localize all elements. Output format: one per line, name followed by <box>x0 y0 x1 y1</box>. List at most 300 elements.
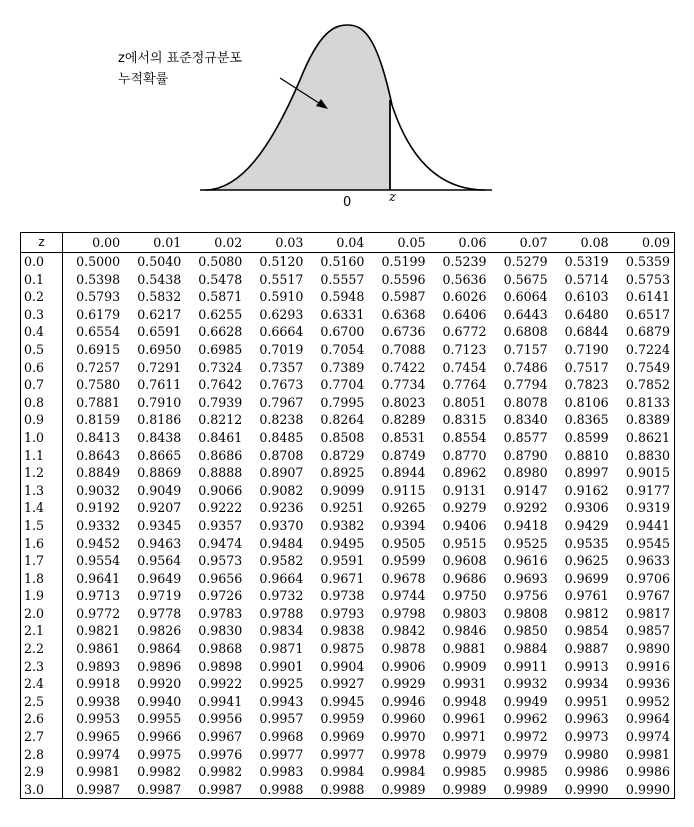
table-cell: 0.9633 <box>625 553 670 569</box>
table-cell: 0.9251 <box>320 500 365 516</box>
table-cell: 0.9406 <box>442 517 487 533</box>
table-cell: 0.9616 <box>503 553 548 569</box>
table-cell: 0.6179 <box>76 306 121 322</box>
table-cell: 0.7673 <box>259 377 304 393</box>
row-label: 2.0 <box>21 605 63 623</box>
table-cell: 0.9962 <box>503 711 548 727</box>
table-cell: 0.9985 <box>503 764 548 780</box>
column-header: 0.09 <box>613 233 675 253</box>
table-cell: 0.9943 <box>259 693 304 709</box>
table-cell: 0.9970 <box>381 729 426 745</box>
table-cell: 0.5478 <box>198 271 243 287</box>
table-cell: 0.9545 <box>625 535 670 551</box>
table-cell: 0.8810 <box>564 447 609 463</box>
column-header: 0.02 <box>185 233 246 253</box>
column-header: 0.03 <box>246 233 307 253</box>
table-cell: 0.5359 <box>625 254 670 269</box>
table-cell: 0.9850 <box>503 623 548 639</box>
table-cell: 0.6293 <box>259 306 304 322</box>
row-label: 1.6 <box>21 535 63 553</box>
table-cell: 0.9932 <box>503 676 548 692</box>
table-cell: 0.9838 <box>320 623 365 639</box>
table-cell: 0.9906 <box>381 658 426 674</box>
table-row <box>21 499 675 517</box>
table-cell: 0.9989 <box>442 781 487 797</box>
table-cell: 0.5557 <box>320 271 365 287</box>
table-cell: 0.9463 <box>137 535 182 551</box>
row-label: 2.9 <box>21 763 63 781</box>
row-label: 0.0 <box>21 253 63 271</box>
table-row <box>21 253 675 271</box>
table-cell: 0.9842 <box>381 623 426 639</box>
table-cell: 0.8830 <box>625 447 670 463</box>
table-cell: 0.9965 <box>76 729 121 745</box>
table-row <box>21 675 675 693</box>
table-cell: 0.5675 <box>503 271 548 287</box>
table-cell: 0.9505 <box>381 535 426 551</box>
table-cell: 0.9959 <box>320 711 365 727</box>
table-cell: 0.8554 <box>442 429 487 445</box>
table-cell: 0.9719 <box>137 588 182 604</box>
table-row <box>21 535 675 553</box>
table-cell: 0.9984 <box>320 764 365 780</box>
table-cell: 0.9099 <box>320 482 365 498</box>
table-cell: 0.5438 <box>137 271 182 287</box>
table-cell: 0.9554 <box>76 553 121 569</box>
table-cell: 0.8159 <box>76 412 121 428</box>
axis-label-z: z <box>389 190 396 205</box>
table-cell: 0.9222 <box>198 500 243 516</box>
table-cell: 0.9649 <box>137 570 182 586</box>
table-cell: 0.9706 <box>625 570 670 586</box>
table-cell: 0.9904 <box>320 658 365 674</box>
table-cell: 0.7088 <box>381 341 426 357</box>
table-cell: 0.9990 <box>625 781 670 797</box>
row-label: 0.4 <box>21 323 63 341</box>
table-cell: 0.8186 <box>137 412 182 428</box>
table-cell: 0.9955 <box>137 711 182 727</box>
table-cell: 0.9983 <box>259 764 304 780</box>
table-cell: 0.9887 <box>564 641 609 657</box>
table-cell: 0.9988 <box>259 781 304 797</box>
table-cell: 0.9861 <box>76 641 121 657</box>
table-cell: 0.5910 <box>259 289 304 305</box>
table-cell: 0.6844 <box>564 324 609 340</box>
table-cell: 0.6217 <box>137 306 182 322</box>
table-cell: 0.6879 <box>625 324 670 340</box>
table-cell: 0.9911 <box>503 658 548 674</box>
table-cell: 0.9881 <box>442 641 487 657</box>
table-row <box>21 341 675 359</box>
table-cell: 0.8980 <box>503 465 548 481</box>
table-cell: 0.9890 <box>625 641 670 657</box>
table-cell: 0.9429 <box>564 517 609 533</box>
table-cell: 0.5160 <box>320 254 365 269</box>
row-label: 0.8 <box>21 394 63 412</box>
table-cell: 0.9177 <box>625 482 670 498</box>
table-cell: 0.7734 <box>381 377 426 393</box>
table-cell: 0.6141 <box>625 289 670 305</box>
table-cell: 0.9292 <box>503 500 548 516</box>
table-cell: 0.9989 <box>381 781 426 797</box>
table-cell: 0.9418 <box>503 517 548 533</box>
table-cell: 0.8340 <box>503 412 548 428</box>
table-cell: 0.9625 <box>564 553 609 569</box>
table-cell: 0.9599 <box>381 553 426 569</box>
table-cell: 0.8729 <box>320 447 365 463</box>
table-cell: 0.9967 <box>198 729 243 745</box>
table-row <box>21 781 675 799</box>
table-row <box>21 693 675 711</box>
table-cell: 0.6664 <box>259 324 304 340</box>
table-cell: 0.9868 <box>198 641 243 657</box>
table-cell: 0.9966 <box>137 729 182 745</box>
table-cell: 0.8770 <box>442 447 487 463</box>
table-cell: 0.7422 <box>381 359 426 375</box>
table-cell: 0.8997 <box>564 465 609 481</box>
table-cell: 0.8133 <box>625 394 670 410</box>
table-cell: 0.9357 <box>198 517 243 533</box>
table-cell: 0.5199 <box>381 254 426 269</box>
table-cell: 0.9394 <box>381 517 426 533</box>
table-cell: 0.9803 <box>442 605 487 621</box>
table-cell: 0.9925 <box>259 676 304 692</box>
table-cell: 0.9977 <box>259 746 304 762</box>
table-cell: 0.9564 <box>137 553 182 569</box>
table-cell: 0.9898 <box>198 658 243 674</box>
table-cell: 0.9798 <box>381 605 426 621</box>
table-body <box>21 253 675 799</box>
row-label: 2.8 <box>21 746 63 764</box>
table-header-row <box>21 233 675 253</box>
table-cell: 0.7257 <box>76 359 121 375</box>
table-cell: 0.6915 <box>76 341 121 357</box>
table-cell: 0.6950 <box>137 341 182 357</box>
table-cell: 0.9525 <box>503 535 548 551</box>
table-cell: 0.8665 <box>137 447 182 463</box>
row-label: 2.3 <box>21 658 63 676</box>
table-cell: 0.5120 <box>259 254 304 269</box>
table-cell: 0.9207 <box>137 500 182 516</box>
row-label: 2.5 <box>21 693 63 711</box>
table-cell: 0.9573 <box>198 553 243 569</box>
table-cell: 0.9778 <box>137 605 182 621</box>
table-cell: 0.9929 <box>381 676 426 692</box>
table-cell: 0.9982 <box>137 764 182 780</box>
table-cell: 0.5832 <box>137 289 182 305</box>
row-label: 2.1 <box>21 622 63 640</box>
table-cell: 0.8023 <box>381 394 426 410</box>
table-cell: 0.9951 <box>564 693 609 709</box>
table-cell: 0.9946 <box>381 693 426 709</box>
table-cell: 0.9884 <box>503 641 548 657</box>
table-row <box>21 587 675 605</box>
table-cell: 0.9987 <box>76 781 121 797</box>
row-label: 1.5 <box>21 517 63 535</box>
table-cell: 0.7224 <box>625 341 670 357</box>
table-cell: 0.9699 <box>564 570 609 586</box>
table-cell: 0.9793 <box>320 605 365 621</box>
row-label: 1.4 <box>21 499 63 517</box>
table-cell: 0.9767 <box>625 588 670 604</box>
table-cell: 0.9875 <box>320 641 365 657</box>
table-cell: 0.9971 <box>442 729 487 745</box>
table-cell: 0.8849 <box>76 465 121 481</box>
table-cell: 0.9974 <box>625 729 670 745</box>
row-label: 1.2 <box>21 464 63 482</box>
table-cell: 0.9015 <box>625 465 670 481</box>
table-cell: 0.9938 <box>76 693 121 709</box>
table-cell: 0.9495 <box>320 535 365 551</box>
table-cell: 0.9963 <box>564 711 609 727</box>
table-row <box>21 306 675 324</box>
table-cell: 0.9854 <box>564 623 609 639</box>
table-cell: 0.5871 <box>198 289 243 305</box>
table-cell: 0.8413 <box>76 429 121 445</box>
table-cell: 0.9952 <box>625 693 670 709</box>
row-label: 0.5 <box>21 341 63 359</box>
table-cell: 0.8907 <box>259 465 304 481</box>
table-row <box>21 640 675 658</box>
table-cell: 0.7939 <box>198 394 243 410</box>
row-label: 1.1 <box>21 447 63 465</box>
row-label: 2.4 <box>21 675 63 693</box>
table-cell: 0.9693 <box>503 570 548 586</box>
table-cell: 0.6103 <box>564 289 609 305</box>
row-label: 0.7 <box>21 376 63 394</box>
table-cell: 0.6064 <box>503 289 548 305</box>
table-cell: 0.8925 <box>320 465 365 481</box>
table-cell: 0.7910 <box>137 394 182 410</box>
row-label: 0.2 <box>21 288 63 306</box>
table-cell: 0.9279 <box>442 500 487 516</box>
table-cell: 0.6443 <box>503 306 548 322</box>
table-cell: 0.6331 <box>320 306 365 322</box>
table-cell: 0.9265 <box>381 500 426 516</box>
table-cell: 0.8238 <box>259 412 304 428</box>
table-cell: 0.9664 <box>259 570 304 586</box>
column-header: 0.07 <box>491 233 552 253</box>
table-cell: 0.9961 <box>442 711 487 727</box>
table-cell: 0.9857 <box>625 623 670 639</box>
row-label: 2.2 <box>21 640 63 658</box>
z-table <box>20 232 675 799</box>
table-cell: 0.9972 <box>503 729 548 745</box>
curve-caption <box>118 48 242 90</box>
table-cell: 0.7054 <box>320 341 365 357</box>
table-cell: 0.8599 <box>564 429 609 445</box>
table-cell: 0.9920 <box>137 676 182 692</box>
table-cell: 0.9147 <box>503 482 548 498</box>
column-header: 0.05 <box>368 233 429 253</box>
table-row <box>21 658 675 676</box>
table-cell: 0.9812 <box>564 605 609 621</box>
table-cell: 0.7764 <box>442 377 487 393</box>
table-cell: 0.8051 <box>442 394 487 410</box>
table-cell: 0.7486 <box>503 359 548 375</box>
table-cell: 0.9738 <box>320 588 365 604</box>
table-cell: 0.7517 <box>564 359 609 375</box>
table-cell: 0.8577 <box>503 429 548 445</box>
table-cell: 0.5239 <box>442 254 487 269</box>
table-row <box>21 622 675 640</box>
table-cell: 0.7019 <box>259 341 304 357</box>
table-cell: 0.9940 <box>137 693 182 709</box>
row-label: 0.9 <box>21 411 63 429</box>
table-row <box>21 288 675 306</box>
table-cell: 0.6736 <box>381 324 426 340</box>
table-cell: 0.9306 <box>564 500 609 516</box>
table-cell: 0.9973 <box>564 729 609 745</box>
table-row <box>21 570 675 588</box>
table-cell: 0.9960 <box>381 711 426 727</box>
table-cell: 0.8749 <box>381 447 426 463</box>
table-cell: 0.9979 <box>442 746 487 762</box>
table-cell: 0.5948 <box>320 289 365 305</box>
table-cell: 0.9986 <box>625 764 670 780</box>
table-cell: 0.5596 <box>381 271 426 287</box>
table-cell: 0.9641 <box>76 570 121 586</box>
table-cell: 0.9927 <box>320 676 365 692</box>
table-cell: 0.7190 <box>564 341 609 357</box>
table-cell: 0.9726 <box>198 588 243 604</box>
table-cell: 0.9756 <box>503 588 548 604</box>
table-cell: 0.9934 <box>564 676 609 692</box>
table-cell: 0.6700 <box>320 324 365 340</box>
table-cell: 0.9987 <box>198 781 243 797</box>
table-cell: 0.7454 <box>442 359 487 375</box>
table-cell: 0.6255 <box>198 306 243 322</box>
table-cell: 0.9909 <box>442 658 487 674</box>
table-cell: 0.6554 <box>76 324 121 340</box>
table-cell: 0.9332 <box>76 517 121 533</box>
table-cell: 0.6480 <box>564 306 609 322</box>
table-cell: 0.9821 <box>76 623 121 639</box>
table-cell: 0.9826 <box>137 623 182 639</box>
table-cell: 0.9979 <box>503 746 548 762</box>
table-row <box>21 552 675 570</box>
table-cell: 0.7967 <box>259 394 304 410</box>
table-cell: 0.9913 <box>564 658 609 674</box>
row-label: 1.8 <box>21 570 63 588</box>
table-cell: 0.9744 <box>381 588 426 604</box>
table-cell: 0.8531 <box>381 429 426 445</box>
table-cell: 0.9671 <box>320 570 365 586</box>
table-cell: 0.8962 <box>442 465 487 481</box>
table-cell: 0.8508 <box>320 429 365 445</box>
table-cell: 0.9989 <box>503 781 548 797</box>
table-cell: 0.9535 <box>564 535 609 551</box>
normal-curve-diagram <box>0 0 694 225</box>
table-cell: 0.5753 <box>625 271 670 287</box>
table-cell: 0.6368 <box>381 306 426 322</box>
table-cell: 0.7852 <box>625 377 670 393</box>
table-cell: 0.8389 <box>625 412 670 428</box>
table-cell: 0.9441 <box>625 517 670 533</box>
table-row <box>21 271 675 289</box>
table-cell: 0.7794 <box>503 377 548 393</box>
table-cell: 0.8078 <box>503 394 548 410</box>
table-row <box>21 482 675 500</box>
table-row <box>21 411 675 429</box>
table-cell: 0.8106 <box>564 394 609 410</box>
table-cell: 0.8365 <box>564 412 609 428</box>
table-cell: 0.9750 <box>442 588 487 604</box>
table-row <box>21 728 675 746</box>
table-cell: 0.7704 <box>320 377 365 393</box>
table-cell: 0.9976 <box>198 746 243 762</box>
table-row <box>21 394 675 412</box>
table-cell: 0.9977 <box>320 746 365 762</box>
table-cell: 0.9066 <box>198 482 243 498</box>
table-cell: 0.6517 <box>625 306 670 322</box>
table-cell: 0.9370 <box>259 517 304 533</box>
table-cell: 0.9953 <box>76 711 121 727</box>
table-cell: 0.9949 <box>503 693 548 709</box>
column-header-z: z <box>21 233 63 253</box>
table-row <box>21 429 675 447</box>
table-cell: 0.8686 <box>198 447 243 463</box>
table-cell: 0.9918 <box>76 676 121 692</box>
table-cell: 0.9162 <box>564 482 609 498</box>
table-cell: 0.9115 <box>381 482 426 498</box>
table-row <box>21 746 675 764</box>
table-cell: 0.9990 <box>564 781 609 797</box>
table-cell: 0.9452 <box>76 535 121 551</box>
table-cell: 0.8869 <box>137 465 182 481</box>
table-cell: 0.9686 <box>442 570 487 586</box>
table-cell: 0.9192 <box>76 500 121 516</box>
row-label: 1.0 <box>21 429 63 447</box>
table-cell: 0.5040 <box>137 254 182 269</box>
table-cell: 0.8708 <box>259 447 304 463</box>
table-cell: 0.7357 <box>259 359 304 375</box>
table-cell: 0.9788 <box>259 605 304 621</box>
table-cell: 0.7157 <box>503 341 548 357</box>
table-row <box>21 447 675 465</box>
table-cell: 0.9878 <box>381 641 426 657</box>
table-cell: 0.6591 <box>137 324 182 340</box>
table-cell: 0.9049 <box>137 482 182 498</box>
table-cell: 0.9082 <box>259 482 304 498</box>
row-label: 0.3 <box>21 306 63 324</box>
table-cell: 0.9808 <box>503 605 548 621</box>
table-cell: 0.7881 <box>76 394 121 410</box>
table-cell: 0.7823 <box>564 377 609 393</box>
normal-curve-figure <box>0 0 694 225</box>
table-cell: 0.8643 <box>76 447 121 463</box>
row-label: 0.1 <box>21 271 63 289</box>
table-cell: 0.6985 <box>198 341 243 357</box>
column-header: 0.08 <box>552 233 613 253</box>
table-cell: 0.9986 <box>564 764 609 780</box>
table-cell: 0.6772 <box>442 324 487 340</box>
table-cell: 0.9975 <box>137 746 182 762</box>
table-row <box>21 710 675 728</box>
table-cell: 0.8289 <box>381 412 426 428</box>
table-row <box>21 359 675 377</box>
table-cell: 0.9131 <box>442 482 487 498</box>
table-cell: 0.6808 <box>503 324 548 340</box>
table-cell: 0.9978 <box>381 746 426 762</box>
table-cell: 0.9945 <box>320 693 365 709</box>
table-cell: 0.9974 <box>76 746 121 762</box>
table-cell: 0.5517 <box>259 271 304 287</box>
table-cell: 0.9982 <box>198 764 243 780</box>
table-cell: 0.9948 <box>442 693 487 709</box>
table-cell: 0.9761 <box>564 588 609 604</box>
table-cell: 0.7123 <box>442 341 487 357</box>
